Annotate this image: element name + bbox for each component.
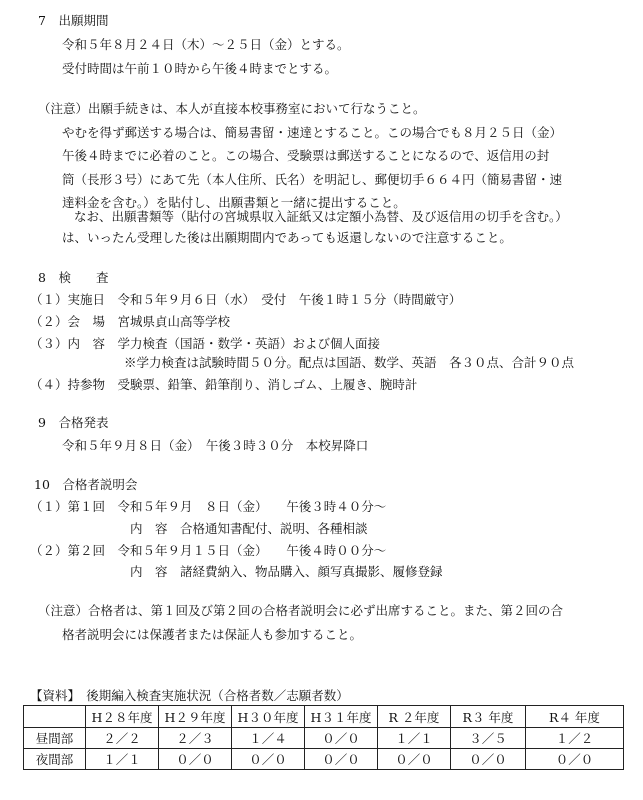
table-cell: ０／０ [305, 728, 378, 749]
note-2-heading: （注意）合格者は、第１回及び第２回の合格者説明会に必ず出席すること。また、第２回の合 [38, 603, 564, 618]
section-7-line: 受付時間は午前１０時から午後４時までとする。 [62, 61, 338, 76]
table-cell: ２／３ [159, 728, 232, 749]
note-2-line: 格者説明会には保護者または保証人も参加すること。 [62, 627, 363, 642]
row-label: 夜間部 [24, 749, 86, 770]
column-header-h29: H２９年度 [159, 706, 232, 728]
session-2-content: 内 容 諸経費納入、物品購入、顔写真撮影、履修登録 [130, 564, 443, 579]
table-cell: １／２ [526, 728, 624, 749]
table-cell: ０／０ [232, 749, 305, 770]
table-cell: １／１ [86, 749, 159, 770]
note-heading: （注意）出願手続きは、本人が直接本校事務室において行なうこと。 [38, 101, 426, 116]
column-header-r3: R３ 年度 [451, 706, 526, 728]
note-line: は、いったん受理した後は出願期間内であっても返還しないので注意すること。 [62, 230, 512, 245]
column-header-h30: H３０年度 [232, 706, 305, 728]
section-7-line: 令和５年８月２４日（木）～２５日（金）とする。 [62, 37, 350, 52]
table-cell: ０／０ [159, 749, 232, 770]
section-8-item: （４）持参物 受験票、鉛筆、鉛筆削り、消しゴム、上履き、腕時計 [30, 377, 418, 392]
section-8-note: ※学力検査は試験時間５０分。配点は国語、数学、英語 各３０点、合計９０点 [124, 355, 575, 370]
table-caption: 【資料】 後期編入検査実施状況（合格者数／志願者数） [30, 688, 349, 703]
table-header-row [24, 706, 624, 728]
table-row [24, 749, 624, 770]
section-10-heading: 10 合格者説明会 [34, 477, 138, 492]
section-9-heading: 9 合格発表 [38, 415, 109, 430]
table-cell: ０／０ [451, 749, 526, 770]
table-cell: １／１ [378, 728, 451, 749]
table-corner-cell [24, 706, 86, 728]
table-cell: ０／０ [378, 749, 451, 770]
note-line: 午後４時までに必着のこと。この場合、受験票は郵送することになるので、返信用の封 [62, 148, 550, 163]
table-cell: ２／２ [86, 728, 159, 749]
table-cell: ０／０ [305, 749, 378, 770]
section-9-line: 令和５年９月８日（金） 午後３時３０分 本校昇降口 [62, 438, 369, 453]
table-cell: ３／５ [451, 728, 526, 749]
section-8-heading: 8 検 査 [38, 270, 109, 285]
session-1-line: （１）第１回 令和５年９月 ８日（金） 午後３時４０分～ [30, 499, 387, 514]
column-header-r2: R ２年度 [378, 706, 451, 728]
table-cell: ０／０ [526, 749, 624, 770]
section-8-item: （２）会 場 宮城県貞山高等学校 [30, 314, 231, 329]
section-8-item: （３）内 容 学力検査（国語・数学・英語）および個人面接 [30, 336, 381, 351]
session-1-content: 内 容 合格通知書配付、説明、各種相談 [130, 521, 368, 536]
section-8-item: （１）実施日 令和５年９月６日（水） 受付 午後１時１５分（時間厳守） [30, 292, 462, 307]
section-7-heading: 7 出願期間 [38, 13, 109, 28]
note-line: 筒（長形３号）にあて先（本人住所、氏名）を明記し、郵便切手６６４円（簡易書留・速 [62, 172, 563, 187]
column-header-h28: H２８年度 [86, 706, 159, 728]
row-label: 昼間部 [24, 728, 86, 749]
note-line: 達料金を含む。）を貼付し、出願書類と一緒に提出すること。 [62, 195, 406, 210]
table-row [24, 728, 624, 749]
note-line: なお、出願書類等（貼付の宮城県収入証紙又は定額小為替、及び返信用の切手を含む。） [74, 209, 568, 224]
column-header-h31: H３１年度 [305, 706, 378, 728]
session-2-line: （２）第２回 令和５年９月１５日（金） 午後４時００分～ [30, 543, 387, 558]
results-table [23, 705, 624, 770]
note-line: やむを得ず郵送する場合は、簡易書留・速達とすること。この場合でも８月２５日（金） [62, 125, 563, 140]
column-header-r4: R４ 年度 [526, 706, 624, 728]
table-cell: １／４ [232, 728, 305, 749]
